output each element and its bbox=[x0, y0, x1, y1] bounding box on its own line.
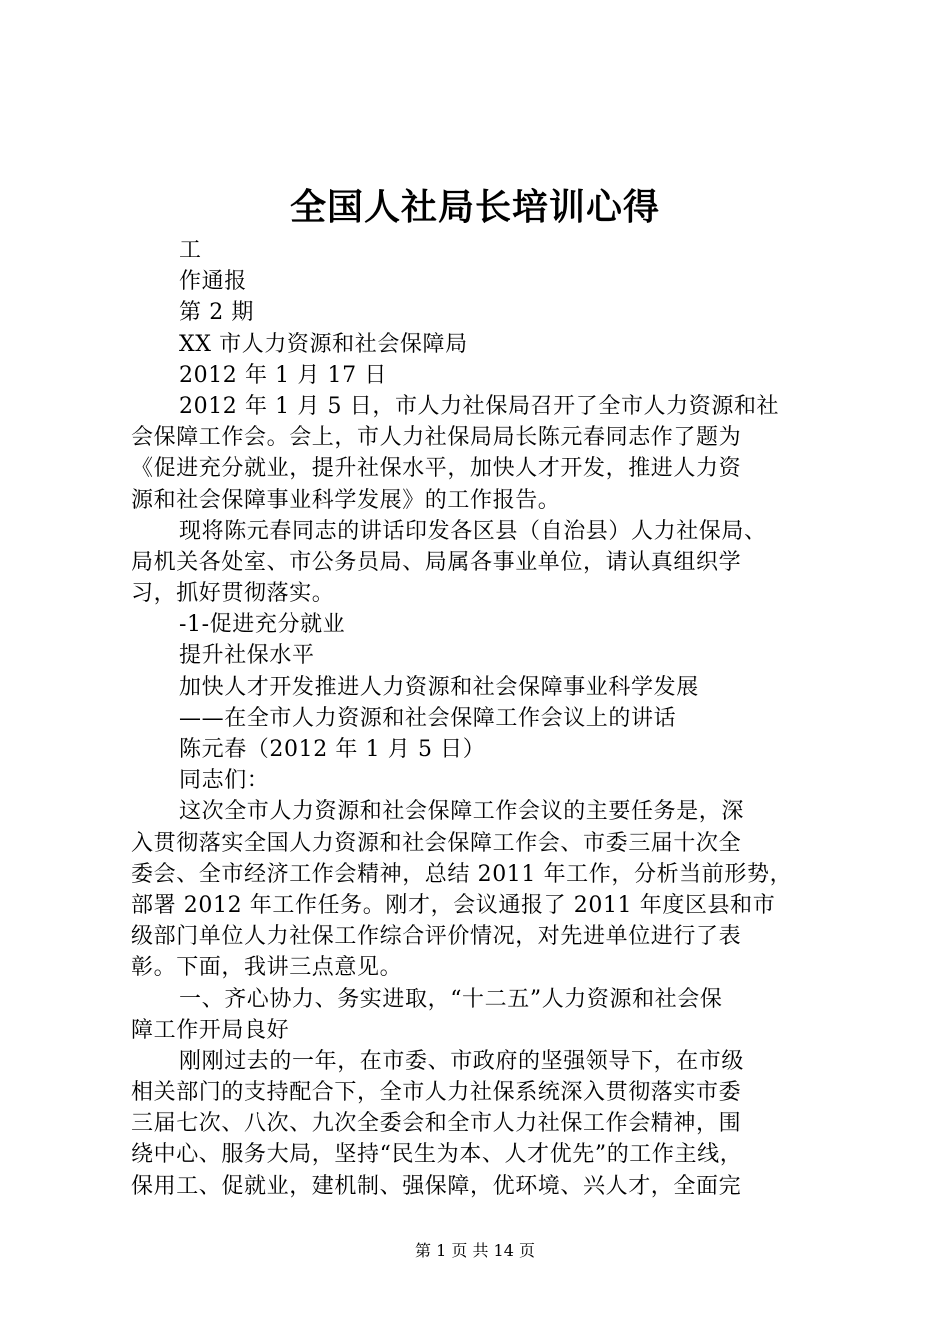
text-line: 源和社会保障事业科学发展》的工作报告。 bbox=[131, 487, 561, 513]
text-line: 障工作开局良好 bbox=[131, 1017, 290, 1043]
text-line: 同志们： bbox=[179, 768, 270, 794]
text-line: 级部门单位人力社保工作综合评价情况，对先进单位进行了表 bbox=[131, 924, 742, 950]
text-line: 习，抓好贯彻落实。 bbox=[131, 581, 335, 607]
page-footer: 第 1 页 共 14 页 bbox=[415, 1241, 535, 1260]
text-line: 陈元春（2012 年 1 月 5 日） bbox=[179, 737, 486, 762]
text-line: 相关部门的支持配合下，全市人力社保系统深入贯彻落实市委 bbox=[131, 1080, 742, 1106]
text-line: 作通报 bbox=[179, 269, 247, 295]
text-line: 2012 年 1 月 17 日 bbox=[179, 362, 387, 388]
text-line: 局机关各处室、市公务员局、局属各事业单位，请认真组织学 bbox=[131, 549, 742, 575]
text-line: 绕中心、服务大局，坚持“民生为本、人才优先”的工作主线， bbox=[131, 1142, 743, 1168]
text-line: 加快人才开发推进人力资源和社会保障事业科学发展 bbox=[179, 674, 699, 700]
text-line: 提升社保水平 bbox=[179, 643, 315, 669]
text-line: 工 bbox=[179, 238, 202, 263]
text-line: 委会、全市经济工作会精神，总结 2011 年工作，分析当前形势， bbox=[131, 861, 793, 887]
text-line: 这次全市人力资源和社会保障工作会议的主要任务是，深 bbox=[179, 799, 745, 825]
text-line: XX 市人力资源和社会保障局 bbox=[179, 331, 468, 357]
text-line: ——在全市人力资源和社会保障工作会议上的讲话 bbox=[179, 705, 677, 731]
text-line: 第 2 期 bbox=[179, 300, 254, 326]
text-line: 《促进充分就业，提升社保水平，加快人才开发，推进人力资 bbox=[131, 456, 742, 482]
document-body bbox=[131, 235, 831, 1202]
text-line: 一、齐心协力、务实进取，“十二五”人力资源和社会保 bbox=[179, 986, 723, 1012]
text-line: 彰。下面，我讲三点意见。 bbox=[131, 955, 403, 981]
text-line: 保用工、促就业，建机制、强保障，优环境、兴人才，全面完 bbox=[131, 1173, 742, 1199]
text-line: 三届七次、八次、九次全委会和全市人力社保工作会精神，围 bbox=[131, 1111, 742, 1137]
text-line: 入贯彻落实全国人力资源和社会保障工作会、市委三届十次全 bbox=[131, 830, 742, 856]
text-line: 部署 2012 年工作任务。刚才，会议通报了 2011 年度区县和市 bbox=[131, 892, 776, 918]
text-line: 2012 年 1 月 5 日，市人力社保局召开了全市人力资源和社 bbox=[179, 393, 780, 419]
text-line: 现将陈元春同志的讲话印发各区县（自治县）人力社保局、 bbox=[179, 518, 767, 544]
text-line: 刚刚过去的一年，在市委、市政府的坚强领导下，在市级 bbox=[179, 1048, 745, 1074]
document-title: 全国人社局长培训心得 bbox=[289, 187, 660, 228]
text-line: 会保障工作会。会上，市人力社保局局长陈元春同志作了题为 bbox=[131, 425, 742, 451]
text-line: -1-促进充分就业 bbox=[179, 612, 346, 638]
